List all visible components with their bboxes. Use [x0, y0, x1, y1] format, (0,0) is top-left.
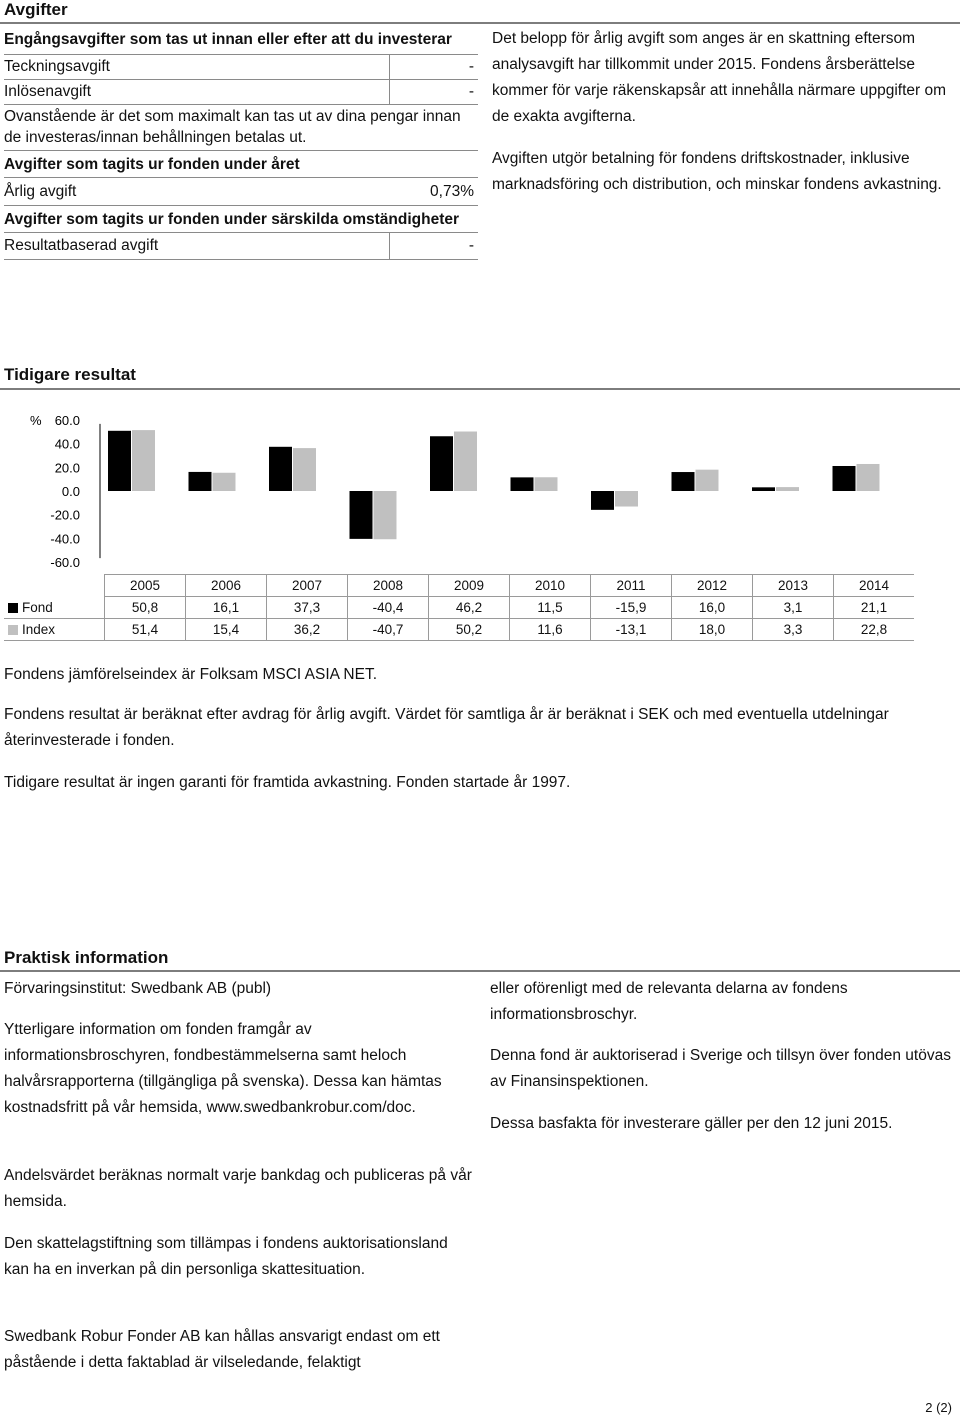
- nav-text: Andelsvärdet beräknas normalt varje bankdag och publiceras på vår hemsida.: [4, 1167, 472, 1210]
- year-header: 2011: [591, 575, 672, 597]
- bar-index-2005: [132, 430, 155, 491]
- year-header: 2012: [672, 575, 753, 597]
- bar-fond-2007: [269, 447, 292, 491]
- fee-value: -: [389, 55, 478, 79]
- bar-fond-2010: [511, 477, 534, 491]
- depositary-text: Förvaringsinstitut: Swedbank AB (publ): [4, 980, 272, 997]
- value-cell: 3,3: [753, 619, 834, 641]
- liability-text: Swedbank Robur Fonder AB kan hållas ansvarigt endast om ett påstående i detta faktablad är vilseledande, felaktigt: [4, 1328, 440, 1371]
- validity-date-text: Dessa basfakta för investerare gäller per den 12 juni 2015.: [490, 1115, 893, 1132]
- year-header: 2009: [429, 575, 510, 597]
- fees-explanation-1: Det belopp för årlig avgift som anges är en skattning eftersom analysavgift har tillkommit under 2015. Fondens årsberättelse kommer för varje räkenskapsår att innehålla närmare uppgifter om de exakta avgifterna.: [492, 30, 947, 125]
- y-tick-label: -20.0: [50, 507, 80, 523]
- value-cell: 21,1: [834, 597, 915, 619]
- bar-index-2008: [374, 491, 397, 539]
- fees-note: Ovanstående är det som maximalt kan tas ut av dina pengar innan de investeras/innan behållningen betalas ut.: [4, 104, 478, 151]
- value-cell: 11,5: [510, 597, 591, 619]
- past-performance-chart: [0, 400, 960, 575]
- fee-row-inlosenavgift: [4, 80, 478, 104]
- fees-table: [4, 26, 478, 260]
- value-cell: 36,2: [267, 619, 348, 641]
- section-title-avgifter: Avgifter: [4, 0, 68, 19]
- bar-index-2012: [696, 470, 719, 491]
- bar-fond-2012: [672, 472, 695, 491]
- more-info-text: Ytterligare information om fonden framgår av informationsbroschyren, fondbestämmelserna samt heloch halvårsrapporterna (tillgängliga på svenska). Dessa kan hämtas kostnadsfritt på vår hemsida, www.swedbankrobur.com/doc.: [4, 1021, 442, 1116]
- value-cell: 50,2: [429, 619, 510, 641]
- fees-explanation-2: Avgiften utgör betalning för fondens driftskostnader, inklusive marknadsföring och distribution, och minskar fondens avkastning.: [492, 150, 942, 193]
- year-header: 2010: [510, 575, 591, 597]
- series-name: Fond: [4, 597, 105, 619]
- y-tick-label: -60.0: [50, 555, 80, 571]
- value-cell: 51,4: [105, 619, 186, 641]
- fee-label: Inlösenavgift: [4, 83, 92, 100]
- bar-index-2010: [535, 477, 558, 491]
- bar-index-2013: [776, 487, 799, 491]
- bar-fond-2008: [350, 491, 373, 539]
- fee-label: Teckningsavgift: [4, 58, 110, 75]
- value-cell: -15,9: [591, 597, 672, 619]
- bar-fond-2014: [833, 466, 856, 491]
- value-cell: 15,4: [186, 619, 267, 641]
- results-table: [4, 574, 914, 641]
- divider: [0, 22, 960, 24]
- year-header: 2008: [348, 575, 429, 597]
- fee-label: Årlig avgift: [4, 182, 77, 200]
- section-title-tidigare-resultat: Tidigare resultat: [4, 365, 136, 384]
- bar-fond-2009: [430, 436, 453, 491]
- bar-index-2014: [857, 464, 880, 491]
- fee-value: -: [389, 233, 478, 259]
- legend-swatch: [8, 603, 18, 613]
- divider: [0, 388, 960, 390]
- divider: [0, 970, 960, 972]
- value-cell: 22,8: [834, 619, 915, 641]
- guarantee-note: Tidigare resultat är ingen garanti för framtida avkastning. Fonden startade år 1997.: [4, 774, 571, 791]
- liability-text-cont: eller oförenligt med de relevanta delarna av fondens informationsbroschyr.: [490, 980, 848, 1023]
- bar-fond-2011: [591, 491, 614, 510]
- special-fees-heading: Avgifter som tagits ur fonden under särskilda omständigheter: [4, 206, 478, 233]
- value-cell: -40,4: [348, 597, 429, 619]
- y-tick-label: 60.0: [54, 412, 80, 428]
- value-cell: -40,7: [348, 619, 429, 641]
- page-number: 2 (2): [925, 1400, 952, 1415]
- value-cell: 16,1: [186, 597, 267, 619]
- yearly-fees-heading: Avgifter som tagits ur fonden under året: [4, 151, 478, 178]
- bar-index-2011: [615, 491, 638, 507]
- fee-row-arlig-avgift: [4, 178, 478, 206]
- value-cell: 11,6: [510, 619, 591, 641]
- year-header: 2005: [105, 575, 186, 597]
- index-text: Fondens jämförelseindex är Folksam MSCI ASIA NET.: [4, 666, 378, 683]
- year-header: 2007: [267, 575, 348, 597]
- year-header: 2014: [834, 575, 915, 597]
- fee-label: Resultatbaserad avgift: [4, 237, 159, 254]
- y-tick-label: -40.0: [50, 531, 80, 547]
- bar-fond-2013: [752, 487, 775, 491]
- bar-index-2009: [454, 432, 477, 491]
- bar-index-2006: [213, 473, 236, 491]
- value-cell: 16,0: [672, 597, 753, 619]
- y-tick-label: 0.0: [61, 484, 80, 499]
- value-cell: 46,2: [429, 597, 510, 619]
- y-tick-label: 40.0: [54, 436, 80, 452]
- series-name: Index: [4, 619, 105, 641]
- legend-swatch: [8, 625, 18, 635]
- results-note: Fondens resultat är beräknat efter avdrag för årlig avgift. Värdet för samtliga år är beräknat i SEK och med eventuella utdelningar återinvesterade i fonden.: [4, 706, 889, 749]
- oneoff-fees-heading: Engångsavgifter som tas ut innan eller efter att du investerar: [4, 26, 478, 55]
- bar-fond-2005: [108, 431, 131, 491]
- value-cell: 37,3: [267, 597, 348, 619]
- fee-row-resultatbaserad: [4, 233, 478, 260]
- bar-index-2007: [293, 448, 316, 491]
- value-cell: 3,1: [753, 597, 834, 619]
- y-axis-label: %: [30, 413, 42, 428]
- y-tick-label: 20.0: [54, 460, 80, 476]
- bar-fond-2006: [189, 472, 212, 491]
- value-cell: 50,8: [105, 597, 186, 619]
- authorisation-text: Denna fond är auktoriserad i Sverige och tillsyn över fonden utövas av Finansinspektionen.: [490, 1047, 951, 1090]
- tax-text: Den skattelagstiftning som tillämpas i fondens auktorisationsland kan ha en inverkan på din personliga skattesituation.: [4, 1235, 448, 1278]
- year-header: 2013: [753, 575, 834, 597]
- table-row: [4, 619, 914, 641]
- fee-value: -: [389, 80, 478, 104]
- section-title-praktisk-information: Praktisk information: [4, 948, 169, 967]
- value-cell: -13,1: [591, 619, 672, 641]
- fee-value: 0,73%: [430, 182, 474, 200]
- table-row: [4, 597, 914, 619]
- value-cell: 18,0: [672, 619, 753, 641]
- year-header: 2006: [186, 575, 267, 597]
- fee-row-teckningsavgift: [4, 55, 478, 80]
